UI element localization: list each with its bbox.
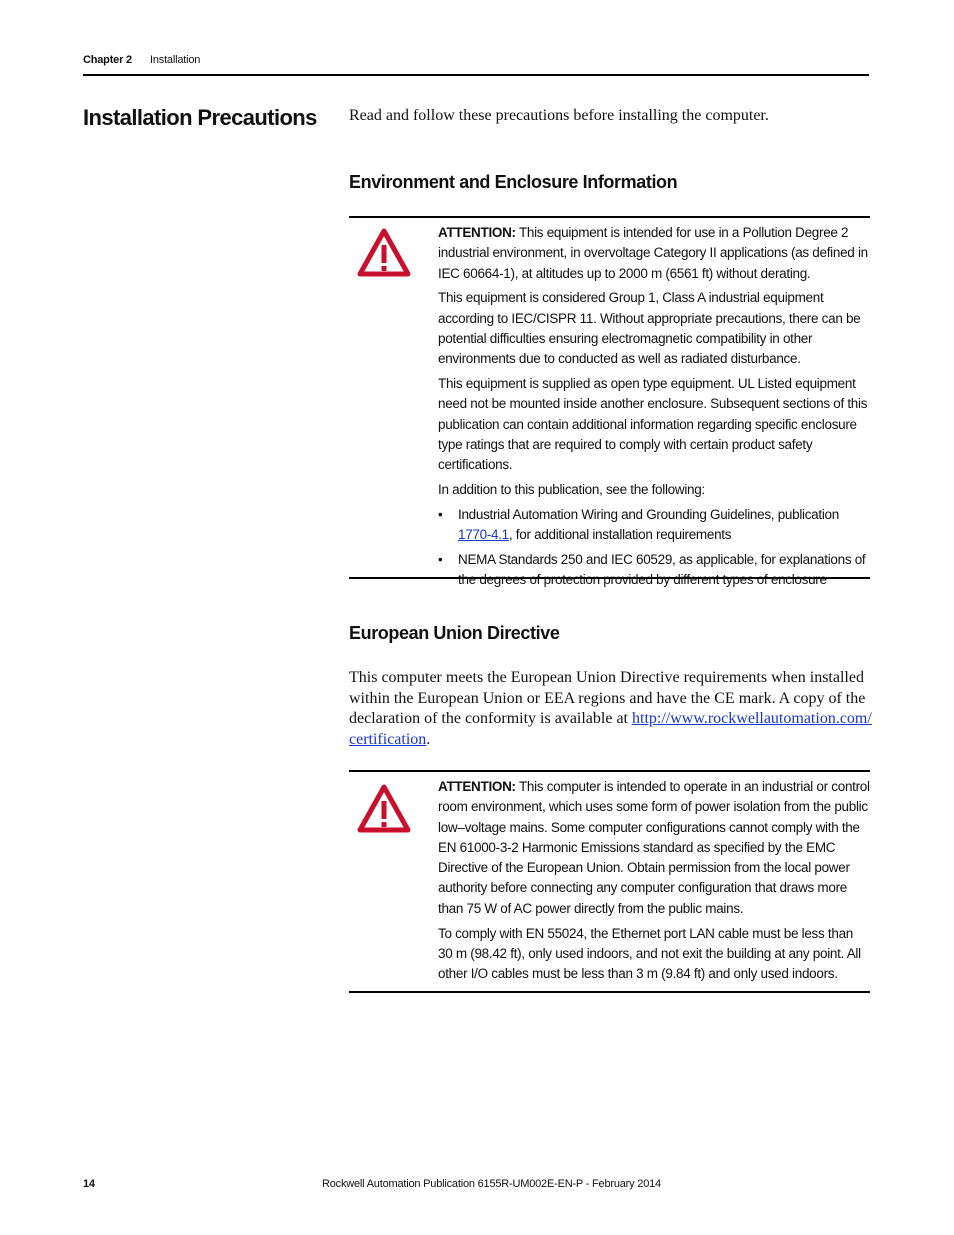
env-attention-text bbox=[438, 223, 870, 595]
eu-section-heading: European Union Directive bbox=[349, 623, 560, 643]
env-attention-p3: This equipment is supplied as open type equipment. UL Listed equipment need not be mounted inside another enclosure. Subsequent sections of this publication can contain additional information regarding specific enclosure type ratings that are required to comply with certain product safety certifications. bbox=[438, 376, 868, 473]
eu-attention-p1: ATTENTION: This computer is intended to operate in an industrial or control room environment, which uses some form of power isolation from the public low–voltage mains. Some computer configurations cannot comply with the EN 61000-3-2 Harmonic Emissions standard as specified by the EMC Directive of the European Union. Obtain permission from the local power authority before connecting any computer configuration that draws more than 75 W of AC power directly from the public mains. bbox=[438, 779, 870, 916]
chapter-label: Chapter 2 bbox=[83, 54, 132, 66]
page-number: 14 bbox=[83, 1178, 95, 1190]
attention-label: ATTENTION: bbox=[438, 779, 516, 794]
env-attention-p4: In addition to this publication, see the following: bbox=[438, 482, 705, 498]
eu-attention-box bbox=[349, 770, 870, 993]
env-attention-p1: ATTENTION: This equipment is intended for use in a Pollution Degree 2 industrial environment, in overvoltage Category II applications (as defined in IEC 60664-1), at altitudes up to 2000 m (6561 ft) without derating. bbox=[438, 225, 868, 281]
publication-link-1770-4-1[interactable]: 1770-4.1 bbox=[458, 527, 509, 543]
reference-list bbox=[438, 505, 870, 591]
eu-attention-text bbox=[438, 777, 870, 989]
eu-paragraph: This computer meets the European Union Directive requirements when installed within the European Union or EEA regions and have the CE mark. A copy of the declaration of the conformity is available at http://www.rockwellautomation.com/ certification. bbox=[349, 669, 872, 748]
running-header bbox=[83, 54, 201, 66]
env-attention-p2: This equipment is considered Group 1, Class A industrial equipment according to IEC/CISPR 11. Without appropriate precautions, there can be potential difficulties ensuring electromagnetic compatibility in other environments due to conducted as well as radiated disturbance. bbox=[438, 290, 861, 367]
bullet: • bbox=[438, 551, 443, 567]
intro-text: Read and follow these precautions before installing the computer. bbox=[349, 107, 769, 124]
section-label: Installation bbox=[150, 54, 201, 66]
publication-info: Rockwell Automation Publication 6155R-UM002E-EN-P - February 2014 bbox=[322, 1178, 661, 1190]
warning-triangle-icon bbox=[357, 228, 411, 278]
eu-attention-p2: To comply with EN 55024, the Ethernet port LAN cable must be less than 30 m (98.42 ft), only used indoors, and not exit the building at any point. All other I/O cables must be less than 3 m (9.84 ft) and only used indoors. bbox=[438, 925, 861, 982]
env-section-heading: Environment and Enclosure Information bbox=[349, 172, 678, 192]
page-title: Installation Precautions bbox=[83, 105, 317, 130]
list-item: • NEMA Standards 250 and IEC 60529, as applicable, for explanations of the degrees of protection provided by different types of enclosure bbox=[438, 551, 866, 588]
warning-triangle-icon bbox=[357, 784, 411, 834]
bullet: • bbox=[438, 506, 443, 522]
certification-link[interactable]: http://www.rockwellautomation.com/ certification bbox=[349, 710, 872, 748]
header-rule bbox=[83, 74, 869, 76]
list-item: • Industrial Automation Wiring and Grounding Guidelines, publication 1770-4.1, for additional installation requirements bbox=[438, 506, 839, 543]
env-attention-box bbox=[349, 216, 870, 588]
attention-label: ATTENTION: bbox=[438, 225, 516, 240]
